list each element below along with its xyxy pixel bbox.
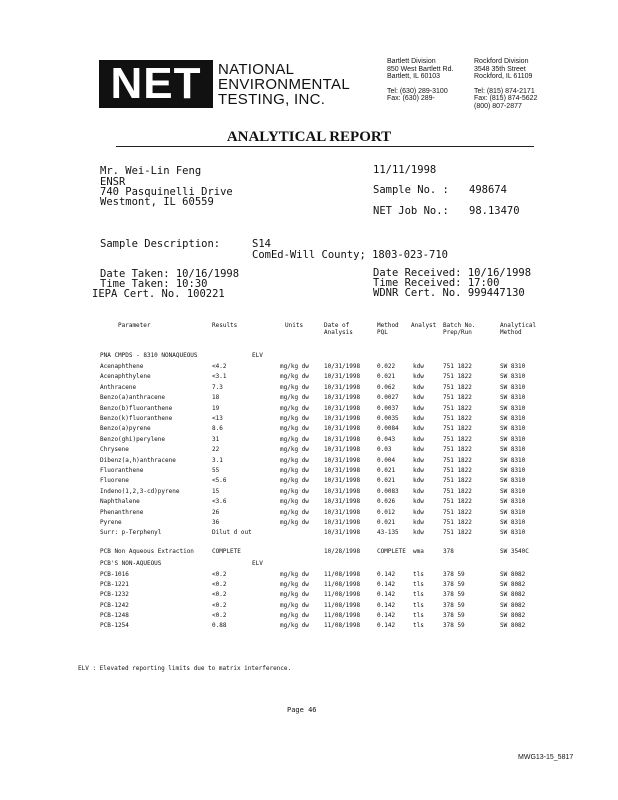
cell-method: SW 8310	[500, 415, 526, 422]
cell-pql: 0.0083	[377, 487, 399, 495]
cell-analyst: kdw	[413, 467, 424, 474]
cell-analyst: tls	[413, 611, 424, 619]
cell-result: <0.2	[212, 581, 227, 589]
client-street: 740 Pasquinelli Drive	[100, 186, 233, 198]
table-row	[100, 476, 560, 486]
cell-result: 8.6	[212, 425, 223, 433]
bartlett-line: Tel: (630) 289-3100	[387, 87, 448, 95]
section-heading-pna: PNA CMPDS - 8310 NONAQUEOUS	[100, 352, 198, 359]
section-heading-pcb: PCB'S NON-AQUEOUS	[100, 560, 162, 567]
cell-pql: 43-135	[377, 529, 399, 537]
cell-date: 10/31/1998	[324, 508, 361, 516]
cell-date: 10/31/1998	[324, 373, 361, 381]
cell-analyst: tls	[413, 622, 424, 629]
col-header-batch	[443, 322, 476, 336]
cell-units: mg/kg dw	[280, 467, 309, 474]
col-header-date	[324, 322, 353, 336]
cell-pql: 0.03	[377, 446, 392, 454]
cell-batch: 751 1822	[443, 425, 472, 433]
cell-units: mg/kg dw	[280, 508, 309, 516]
cell-method: SW 8310	[500, 363, 526, 370]
col-header-analytical-line: Method	[500, 329, 522, 336]
cell-parameter: Anthracene	[100, 383, 137, 391]
cell-pql: 0.142	[377, 601, 396, 609]
table-row	[100, 621, 560, 631]
company-name	[218, 62, 350, 107]
cell-date: 10/31/1998	[324, 383, 361, 391]
bartlett-line: 850 West Bartlett Rd.	[387, 65, 454, 73]
cell-pql: 0.021	[377, 373, 396, 381]
cell-pql: 0.142	[377, 591, 396, 599]
cell-method: SW 8310	[500, 404, 526, 412]
cell-analyst: kdw	[413, 383, 424, 391]
rockford-line: 3548 35th Street	[474, 65, 526, 73]
cell-parameter: Benzo(k)fluoranthene	[100, 415, 173, 422]
client-company: ENSR	[100, 176, 126, 188]
cell-batch: 378 59	[443, 622, 465, 629]
cell-date: 10/31/1998	[324, 477, 361, 485]
bartlett-line: Bartlett, IL 60103	[387, 73, 441, 80]
cell-result: 3.1	[212, 456, 223, 464]
cell-analyst: tls	[413, 601, 424, 609]
cell-date: 10/31/1998	[324, 394, 361, 402]
logo-text: NET	[110, 59, 202, 108]
cell-parameter: PCB-1242	[100, 601, 129, 609]
cell-result: 19	[212, 404, 220, 412]
cell-date: 10/31/1998	[324, 446, 361, 454]
cell-units: mg/kg dw	[280, 415, 309, 422]
cell-analyst: wma	[413, 548, 424, 555]
table-row	[100, 497, 560, 507]
col-header-date-line: Analysis	[324, 329, 353, 336]
col-header-method-line: PQL	[377, 329, 388, 336]
table-row	[100, 414, 560, 424]
table-row	[100, 372, 560, 382]
cell-pql: 0.0027	[377, 394, 399, 402]
cell-result: <4.2	[212, 363, 227, 370]
cell-method: SW 8310	[500, 456, 526, 464]
section-flag-pcb: ELV	[252, 560, 263, 567]
bartlett-line: Fax: (630) 289-	[387, 95, 435, 102]
cell-date: 10/31/1998	[324, 404, 361, 412]
cell-pql: 0.012	[377, 508, 396, 516]
cell-units: mg/kg dw	[280, 571, 309, 578]
bartlett-line	[387, 81, 453, 88]
date-taken: Date Taken: 10/16/1998	[100, 268, 240, 280]
rockford-line: Rockford, IL 61109	[474, 73, 533, 80]
cell-units: mg/kg dw	[280, 404, 309, 412]
cell-date: 10/31/1998	[324, 363, 361, 370]
cell-parameter: Benzo(b)fluoranthene	[100, 404, 173, 412]
cell-pql: 0.021	[377, 467, 396, 474]
table-row	[100, 466, 560, 476]
cell-analyst: kdw	[413, 498, 424, 506]
col-header-units: Units	[285, 322, 304, 329]
cell-parameter: PCB-1016	[100, 571, 129, 578]
cell-analyst: kdw	[413, 373, 424, 381]
cell-parameter: PCB-1221	[100, 581, 129, 589]
cell-batch: 378 59	[443, 571, 465, 578]
cell-parameter: Naphthalene	[100, 498, 140, 506]
registered-mark: ®	[203, 98, 210, 108]
cell-method: SW 8082	[500, 571, 526, 578]
cell-analyst: kdw	[413, 446, 424, 454]
col-header-analytical	[500, 322, 536, 336]
client-city: Westmont, IL 60559	[100, 196, 214, 208]
cell-method: SW 8310	[500, 394, 526, 402]
cell-analyst: kdw	[413, 456, 424, 464]
cell-date: 10/31/1998	[324, 467, 361, 474]
cell-analyst: kdw	[413, 435, 424, 443]
rockford-line: Tel: (815) 874-2171	[474, 87, 535, 95]
cell-batch: 378 59	[443, 611, 465, 619]
time-received: Time Received: 17:00	[373, 277, 500, 289]
cell-batch: 751 1822	[443, 487, 472, 495]
table-row	[100, 528, 560, 538]
table-row	[100, 435, 560, 445]
table-row	[100, 424, 560, 434]
cell-result: 36	[212, 519, 220, 526]
cell-parameter: Chrysene	[100, 446, 129, 454]
sample-desc-line2: ComEd-Will County; 1803-023-710	[252, 249, 448, 261]
cell-units: mg/kg dw	[280, 435, 309, 443]
cell-date: 10/31/1998	[324, 425, 361, 433]
cell-parameter: Fluorene	[100, 477, 129, 485]
cell-method: SW 8082	[500, 611, 526, 619]
cell-batch: 751 1822	[443, 373, 472, 381]
cell-analyst: kdw	[413, 529, 424, 537]
cell-method: SW 3540C	[500, 548, 529, 555]
cell-parameter: Surr: p-Terphenyl	[100, 529, 162, 537]
cell-units: mg/kg dw	[280, 519, 309, 526]
cell-method: SW 8310	[500, 446, 526, 454]
table-row	[100, 590, 560, 600]
cell-analyst: kdw	[413, 404, 424, 412]
cell-method: SW 8310	[500, 508, 526, 516]
cell-pql: 0.142	[377, 611, 396, 619]
cell-result: <5.6	[212, 477, 227, 485]
cell-analyst: tls	[413, 591, 424, 599]
cell-date: 10/31/1998	[324, 456, 361, 464]
cell-result: 15	[212, 487, 220, 495]
cell-method: SW 8082	[500, 591, 526, 599]
company-line: TESTING, INC.	[218, 91, 326, 108]
cell-date: 11/08/1998	[324, 581, 361, 589]
sample-no-label: Sample No. :	[373, 184, 449, 196]
col-header-batch-line: Batch No.	[443, 322, 476, 329]
cell-units: mg/kg dw	[280, 446, 309, 454]
cell-batch: 751 1822	[443, 363, 472, 370]
cell-batch: 378 59	[443, 581, 465, 589]
cell-pql: 0.022	[377, 363, 396, 370]
cell-units: mg/kg dw	[280, 363, 309, 370]
sample-no-value: 498674	[469, 184, 507, 196]
cell-units: mg/kg dw	[280, 394, 309, 402]
cell-parameter: Benzo(a)pyrene	[100, 425, 151, 433]
cell-analyst: kdw	[413, 508, 424, 516]
table-row	[100, 487, 560, 497]
cell-result: <0.2	[212, 591, 227, 599]
cell-batch: 751 1822	[443, 456, 472, 464]
cell-units: mg/kg dw	[280, 581, 309, 589]
cell-result: Dilut d out	[212, 529, 252, 537]
cell-pql: 0.142	[377, 581, 396, 589]
cell-date: 11/08/1998	[324, 601, 361, 609]
cell-units: mg/kg dw	[280, 373, 309, 381]
cell-batch: 751 1822	[443, 508, 472, 516]
cell-date: 10/31/1998	[324, 487, 361, 495]
col-header-analytical-line: Analytical	[500, 322, 537, 329]
cell-result: 55	[212, 467, 220, 474]
table-row	[100, 445, 560, 455]
cell-pql: 0.026	[377, 498, 396, 506]
bartlett-line: Bartlett Division	[387, 58, 436, 65]
cell-analyst: kdw	[413, 394, 424, 402]
rockford-line: Fax: (815) 874-5622	[474, 95, 538, 102]
cell-analyst: kdw	[413, 487, 424, 495]
report-title: ANALYTICAL REPORT	[226, 129, 392, 145]
table-row	[100, 362, 560, 372]
cell-pql: 0.142	[377, 622, 396, 629]
col-header-method	[377, 322, 399, 336]
job-no-label: NET Job No.:	[373, 205, 449, 217]
table-row	[100, 404, 560, 414]
report-date: 11/11/1998	[373, 164, 437, 176]
cell-method: SW 8310	[500, 487, 526, 495]
job-no-value: 98.13470	[469, 205, 520, 217]
cell-method: SW 8310	[500, 498, 526, 506]
cell-result: <3.1	[212, 373, 227, 381]
sample-desc-line1: S14	[252, 238, 271, 250]
cell-analyst: kdw	[413, 425, 424, 433]
cell-batch: 378 59	[443, 591, 465, 599]
cell-date: 10/31/1998	[324, 529, 361, 537]
client-name: Mr. Wei-Lin Feng	[100, 165, 202, 177]
cell-units: mg/kg dw	[280, 425, 309, 433]
cell-date: 11/08/1998	[324, 591, 361, 599]
col-header-date-line: Date of	[324, 322, 350, 329]
cell-date: 11/08/1998	[324, 571, 361, 578]
cell-units: mg/kg dw	[280, 622, 309, 629]
col-header-method-line: Method	[377, 322, 399, 329]
cell-units: mg/kg dw	[280, 611, 309, 619]
cell-analyst: kdw	[413, 415, 424, 422]
cell-date: 11/08/1998	[324, 611, 361, 619]
title-rule	[116, 146, 534, 147]
cell-result: <0.2	[212, 571, 227, 578]
cell-pql: 0.0084	[377, 425, 399, 433]
cell-result: 31	[212, 435, 220, 443]
cell-analyst: tls	[413, 571, 424, 578]
table-row	[100, 383, 560, 393]
cell-units: mg/kg dw	[280, 477, 309, 485]
time-taken: Time Taken: 10:30	[100, 278, 208, 290]
cell-analyst: kdw	[413, 519, 424, 526]
cell-pql: 0.021	[377, 519, 396, 526]
cell-parameter: Indeno(1,2,3-cd)pyrene	[100, 487, 180, 495]
rockford-line	[474, 81, 537, 88]
col-header-parameter: Parameter	[118, 322, 151, 329]
cell-date: 10/31/1998	[324, 415, 361, 422]
cell-batch: 751 1822	[443, 394, 472, 402]
cell-method: SW 8082	[500, 622, 526, 629]
table-row	[100, 570, 560, 580]
table-row	[100, 508, 560, 518]
cell-result: 7.3	[212, 383, 223, 391]
cell-batch: 378 59	[443, 601, 465, 609]
cell-units: mg/kg dw	[280, 591, 309, 599]
cell-pql: 0.021	[377, 477, 396, 485]
cell-batch: 751 1822	[443, 529, 472, 537]
col-header-batch-line: Prep/Run	[443, 329, 472, 336]
cell-analyst: tls	[413, 581, 424, 589]
cell-method: SW 8310	[500, 529, 526, 537]
company-line: NATIONAL	[218, 61, 295, 78]
wdnr-cert: WDNR Cert. No. 999447130	[373, 287, 525, 299]
table-row	[100, 580, 560, 590]
table-row	[100, 601, 560, 611]
cell-date: 10/31/1998	[324, 519, 361, 526]
cell-pql: 0.004	[377, 456, 396, 464]
cell-parameter: Acenaphthene	[100, 363, 144, 370]
rockford-line: Rockford Division	[474, 58, 529, 65]
cell-parameter: PCB-1254	[100, 622, 129, 629]
cell-method: SW 8310	[500, 425, 526, 433]
cell-batch: 751 1822	[443, 435, 472, 443]
cell-pql: 0.0035	[377, 415, 399, 422]
cell-method: SW 8082	[500, 601, 526, 609]
extraction-row	[100, 547, 560, 557]
cell-batch: 751 1822	[443, 404, 472, 412]
cell-pql: COMPLETE	[377, 548, 406, 555]
cell-result: 18	[212, 394, 220, 402]
cell-batch: 751 1822	[443, 383, 472, 391]
cell-parameter: Fluoranthene	[100, 467, 144, 474]
cell-result: <13	[212, 415, 223, 422]
cell-method: SW 8310	[500, 435, 526, 443]
page-number: Page 46	[287, 706, 317, 714]
table-row	[100, 611, 560, 621]
cell-method: SW 8310	[500, 373, 526, 381]
table-row	[100, 456, 560, 466]
cell-units: mg/kg dw	[280, 498, 309, 506]
cell-units: mg/kg dw	[280, 456, 309, 464]
cell-result: <0.2	[212, 611, 227, 619]
cell-batch: 378	[443, 548, 454, 555]
col-header-results: Results	[212, 322, 238, 329]
cell-parameter: Acenaphthylene	[100, 373, 151, 381]
cell-result: <0.2	[212, 601, 227, 609]
cell-method: SW 8310	[500, 477, 526, 485]
bartlett-division	[387, 58, 453, 103]
cell-analyst: kdw	[413, 477, 424, 485]
cell-method: SW 8082	[500, 581, 526, 589]
cell-parameter: Benzo(ghi)perylene	[100, 435, 166, 443]
section-flag-pna: ELV	[252, 352, 263, 359]
cell-units: mg/kg dw	[280, 487, 309, 495]
table-row	[100, 393, 560, 403]
cell-date: 11/08/1998	[324, 622, 361, 629]
cell-result: 22	[212, 446, 220, 454]
footnote: ELV : Elevated reporting limits due to matrix interference.	[78, 665, 292, 672]
net-logo	[99, 60, 213, 108]
cell-parameter: PCB Non Aqueous Extraction	[100, 548, 194, 555]
cell-parameter: Benzo(a)anthracene	[100, 394, 166, 402]
cell-result: 0.88	[212, 622, 227, 629]
cell-method: SW 8310	[500, 467, 526, 474]
cell-parameter: Pyrene	[100, 519, 122, 526]
cell-result: <3.6	[212, 498, 227, 506]
cell-batch: 751 1822	[443, 498, 472, 506]
cell-parameter: Dibenz(a,h)anthracene	[100, 456, 176, 464]
col-header-analyst: Analyst	[411, 322, 437, 329]
cell-parameter: Phenanthrene	[100, 508, 144, 516]
cell-date: 10/31/1998	[324, 498, 361, 506]
cell-parameter: PCB-1232	[100, 591, 129, 599]
date-received: Date Received: 10/16/1998	[373, 267, 532, 279]
company-line: ENVIRONMENTAL	[218, 76, 350, 93]
cell-analyst: kdw	[413, 363, 424, 370]
cell-batch: 751 1822	[443, 415, 472, 422]
cell-date: 10/28/1998	[324, 548, 361, 555]
iepa-cert: IEPA Cert. No. 100221	[92, 288, 225, 300]
cell-units: mg/kg dw	[280, 601, 309, 609]
cell-pql: 0.0037	[377, 404, 399, 412]
cell-method: SW 8310	[500, 519, 526, 526]
rockford-line: (800) 807-2877	[474, 102, 522, 110]
document-id: MWG13-15_5817	[518, 754, 574, 761]
cell-result: 26	[212, 508, 220, 516]
cell-batch: 751 1822	[443, 519, 472, 526]
cell-method: SW 8310	[500, 383, 526, 391]
cell-result: COMPLETE	[212, 548, 241, 555]
table-row	[100, 518, 560, 528]
cell-batch: 751 1822	[443, 477, 472, 485]
cell-batch: 751 1822	[443, 446, 472, 454]
cell-date: 10/31/1998	[324, 435, 361, 443]
cell-units: mg/kg dw	[280, 383, 309, 391]
cell-parameter: PCB-1248	[100, 611, 129, 619]
cell-pql: 0.142	[377, 571, 396, 578]
cell-batch: 751 1822	[443, 467, 472, 474]
cell-pql: 0.062	[377, 383, 396, 391]
sample-desc-label: Sample Description:	[100, 238, 221, 250]
cell-pql: 0.043	[377, 435, 396, 443]
rockford-division	[474, 58, 537, 110]
